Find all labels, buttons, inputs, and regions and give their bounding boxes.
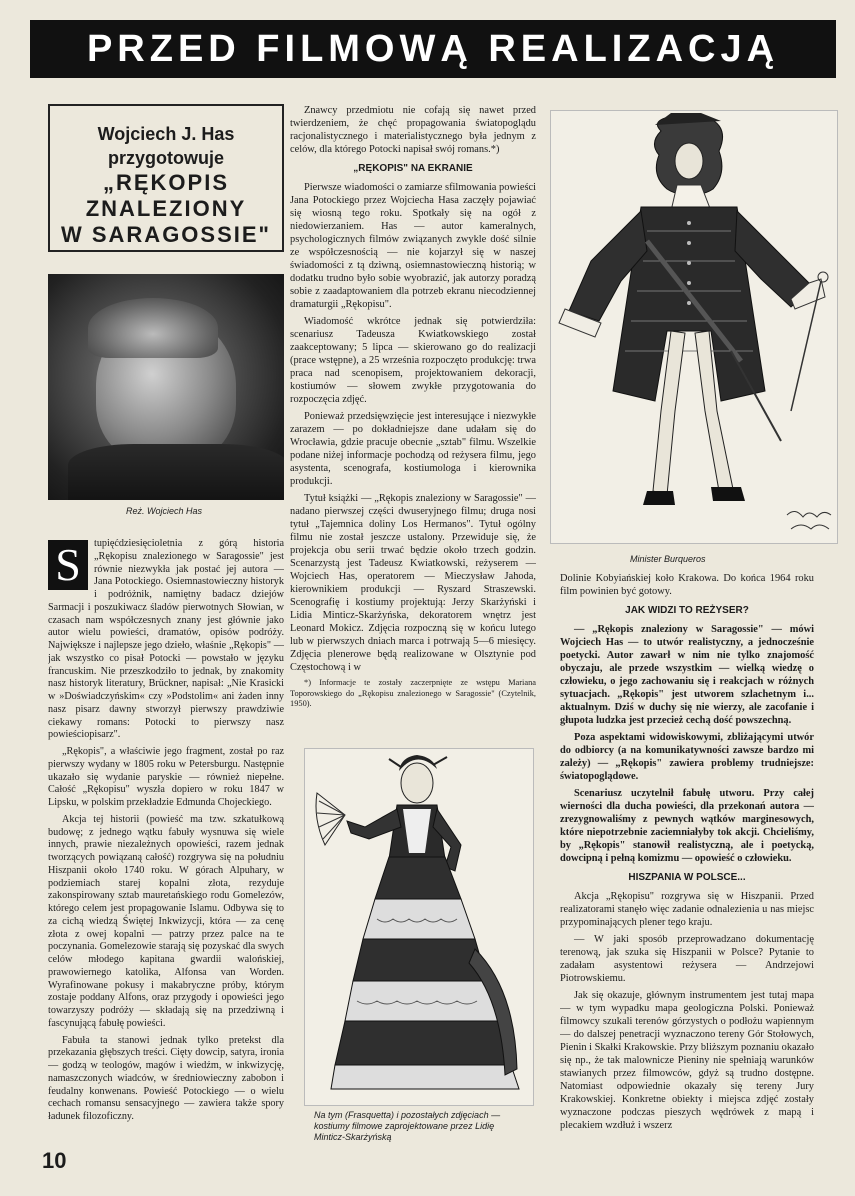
col3-para-3: Poza aspektami widowiskowymi, zbliżającymi utwór do odbiorcy (a na komunikatywności zawsze bardzo mi zależy) — „Rękopis" zawiera problemy trudniejsze: światopoglądowe. — [560, 732, 814, 782]
col2-para-3: Wiadomość wkrótce jednak się potwierdziła: scenariusz Tadeusza Kwiatkowskiego został zaakceptowany; 5 lipca — skierowano go do realizacji (prace wstępne), a 25 września rozpoczęto produkcję: trwa praca nad scenopisem, projektowaniem dekoracji, kostiumów — słowem zwykłe przygotowania do rozpoczęcia zdjęć. — [290, 316, 536, 405]
col1-para-1-text: tupięćdziesięcioletnia z górą historia „Rękopisu znalezionego w Saragossie" jest równie niezwykła jak postać jej autora — Jana Potockiego. Osiemnastowieczny historyk i podróżnik, namiętny badacz dziejów Sarmacji i poszukiwacz śladów pierwotnych Słowian, w czasach nam współczesnych znany jest głównie jako autor wielu powieści, dramatów, opisów podróży. Największe i najlepsze jego dzieło, właśnie „Rękopis" — jak wszystko co pisał Potocki — powstało w języku francuskim. Nie przeszkodziło to jednak, by znakomity nasz historyk literatury, Brückner, napisał: „Nie Krasicki w »Doświadczyńskim« czy »Podstolim« ani żaden inny nasz pisarz dawny stworzył pierwszy prawdziwie ciekawy romans: Potocki to pierwszy nasz powieściopisarz". — [48, 538, 284, 741]
col1-para-1 — [48, 538, 284, 742]
col2-para-5: Tytuł książki — „Rękopis znaleziony w Saragossie" — nadano pierwszej części dwuseryjnego filmu; druga nosi tytuł „Tajemnica doliny Los Hermanos". Tytuł ogólny filmu nie został jeszcze ustalony. Przewiduje się, że projekcja obu serii trwać będzie około trzech godzin. Scenarzystą jest Tadeusz Kwiatkowski, reżyserem — Wojciech Has, operatorem — Mieczysław Jahoda, kierownikiem produkcji — Ryszard Straszewski. Scenografię i kostiumy projektują: Jerzy Skarżyński i Lidia Minticz-Skarżyńska, dekoratorem wnętrz jest Leonard Mokicz. Zdjęcia rozpoczną się w końcu lutego lub w pierwszych dniach marca i potrwają 5—6 miesięcy. Zdjęcia plenerowe będą realizowane w Olsztynie pod Częstochową i w — [290, 493, 536, 673]
title-line-1: Wojciech J. Has — [97, 124, 235, 144]
col2-footnote: *) Informacje te zostały zaczerpnięte ze wstępu Mariana Toporowskiego do „Rękopisu znalezionego w Saragossie" (Czytelnik, 1950). — [290, 678, 536, 708]
title-line-4: ZNALEZIONY — [85, 196, 247, 221]
column-1 — [48, 538, 284, 1138]
column-2 — [290, 104, 536, 734]
col3-para-2: — „Rękopis znaleziony w Saragossie" — mówi Wojciech Has — to utwór realistyczny, a jednocześnie poetycki. Autor zawarł w nim nie tylko znajomość obyczaju, ale przede wszystkim — wielką wiedzę o człowieku, o jego zachowaniu się i reakcjach w różnych sytuacjach. „Rękopis" jest utworem szlachetnym i... aktualnym. Dziś w duchy się nie wierzy, ale zacofanie i głupota ludzka jest przecież cechą dość powszechną. — [560, 624, 814, 726]
costume-illustration-frasquetta — [304, 748, 534, 1106]
col2-para-2: Pierwsze wiadomości o zamiarze sfilmowania powieści Jana Potockiego przez Wojciecha Hasa zaczęły pojawiać się wiosną tego roku. Spotkały się na ogół z niedowierzaniem. Has — autor kameralnych, psychologicznych filmów związanych zwykle dość silnie ze współczesnością — nie kojarzył się w naszej świadomości z tą dziwną, osiemnastowieczną historią; w dodatku trudno było sobie wyobrazić, jak autorzy poradzą sobie z zaadaptowaniem dla potrzeb ekranu niecodziennej dramaturgii „Rękopisu". — [290, 182, 536, 310]
dropcap: S — [48, 540, 88, 590]
photo-caption: Reż. Wojciech Has — [126, 506, 203, 516]
col3-para-6: — W jaki sposób przeprowadzano dokumentację terenową, jak szuka się Hiszpanii w Polsce? Pytanie to zadałam asystentowi reżysera — Andrzejowi Piotrowskiemu. — [560, 934, 814, 984]
section-banner: PRZED FILMOWĄ REALIZACJĄ — [30, 20, 836, 78]
col3-para-4: Scenariusz uczytelnił fabułę utworu. Przy całej wierności dla ducha powieści, dla przekonań autora — zrezygnowaliśmy z pewnych wątków marginesowych, które niepotrzebnie zaciemniałyby tok akcji. Chcieliśmy, by „Rękopis" stanowił realistyczną, ale i poetycką, dowcipną i pełną komizmu — opowieść o człowieku. — [560, 788, 814, 864]
director-photo — [48, 274, 284, 500]
title-line-3: „RĘKOPIS — [102, 170, 230, 195]
col3-para-1: Dolinie Kobyiańskiej koło Krakowa. Do końca 1964 roku film powinien być gotowy. — [560, 573, 814, 597]
col2-para-1: Znawcy przedmiotu nie cofają się nawet przed twierdzeniem, że chęć propagowania światopoglądu racjonalistycznego i materialistycznego była jednym z celów, dla którego Potocki napisał swój romans.*) — [290, 105, 536, 155]
title-line-2: przygotowuje — [108, 148, 224, 168]
col3-para-7: Jak się okazuje, głównym instrumentem jest tutaj mapa — w tym wypadku mapa geologiczna Polski. Ponieważ filmowcy szukali terenów górzystych o podłożu wapiennym — do dalszej penetracji wyznaczono tereny Gór Stołowych, Pienin i Skałki Krakowskie. Przy bliższym poznaniu okazało się np., że tak malownicze Pieniny nie spełniają warunków stawianych przez filmowców, gdyż są trudno dostępne. Natomiast odpowiednie okazały się tereny Jury Krakowskiej. Konkretne obiekty i miejsca zdjęć zostały wyznaczone podczas pieszych wędrówek z mapą i plecakiem wzdłuż i wszerz — [560, 990, 814, 1131]
minister-drawing — [551, 111, 837, 543]
photo-hair — [88, 298, 218, 358]
col1-para-2: „Rękopis", a właściwie jego fragment, został po raz pierwszy wydany w 1805 roku w Petersburgu. Następnie ukazało się wydanie paryskie — również niepełne. Całość „Rękopisu" wyszła dopiero w roku 1847 w Lipsku, w polskim przekładzie Edmunda Chojeckiego. — [48, 746, 284, 808]
page-number: 10 — [42, 1148, 67, 1173]
frasquetta-drawing — [305, 749, 533, 1105]
title-line-5: W SARAGOSSIE" — [60, 222, 271, 247]
col1-para-4: Fabuła ta stanowi jednak tylko pretekst dla przekazania głębszych treści. Cięty dowcip, satyra, ironia — godzą w teologów, magów i wiedźm, w inkwizycję, namaszczonych wiadców, w średniowieczny zabobon i feudalny konwenans. Powieść Potockiego — o wielu cechach romansu sensacyjnego — zawiera także spory ładunek filozoficzny. — [48, 1034, 284, 1122]
minister-caption: Minister Burqueros — [630, 554, 706, 564]
col2-heading-1: „RĘKOPIS" NA EKRANIE — [353, 163, 473, 174]
photo-coat — [68, 444, 284, 500]
col2-para-4: Ponieważ przedsięwzięcie jest interesujące i niezwykłe zarazem — po dokładniejsze dane udałam się do Wrocławia, gdzie pracuje obecnie „sztab" filmu. Wszelkie podane niżej informacje pochodzą od reżysera filmu, jego asystenta, scenografa, kostiumologa i kierownika produkcji. — [290, 411, 536, 487]
col3-heading-1: JAK WIDZI TO REŻYSER? — [625, 605, 749, 616]
article-title-box — [48, 104, 284, 252]
costume-illustration-minister — [550, 110, 838, 544]
col1-para-3: Akcja tej historii (powieść ma tzw. szkatułkową budowę; z jednego wątku fabuły wysnuwa się wiele innych, prawie niezależnych opowieści, razem jednak tworzących powiązaną całość) rozgrywa się na południu Hiszpanii około 1740 roku. W górach Alpuhary, w podziemiach starej kopalni złota, rezyduje zakonspirowany sztab mauretańskiego rodu Gomelezów, którego celem jest propagowanie Islamu. Odbywa się to za cichą wiedzą Świętej Inkwizycji, która — za cenę złota z owej kopalni — patrzy przez palce na te poczynania. Gomelezowie starają się pozyskać dla swych celów młodego kapitana gwardii walońskiej, prawowiernego katolika, Alfonsa van Worden. Wyrafinowane pokusy i makabryczne próby, którym zostaje poddany Alfons, oraz przygody i opowieści jego towarzyszy podróży — składają się na przedziwną i fascynującą fabułę powieści. — [48, 813, 284, 1029]
col3-para-5: Akcja „Rękopisu" rozgrywa się w Hiszpanii. Przed realizatorami stanęło więc zadanie odnalezienia u nas miejsc przypominających plener tego kraju. — [560, 891, 814, 928]
column-3 — [560, 572, 814, 1140]
col3-heading-2: HISZPANIA W POLSCE... — [628, 872, 746, 883]
frasquetta-caption: Na tym (Frasquetta) i pozostałych zdjęciach — kostiumy filmowe zaprojektowane przez Lidię Minticz-Skarżyńską — [314, 1110, 501, 1142]
